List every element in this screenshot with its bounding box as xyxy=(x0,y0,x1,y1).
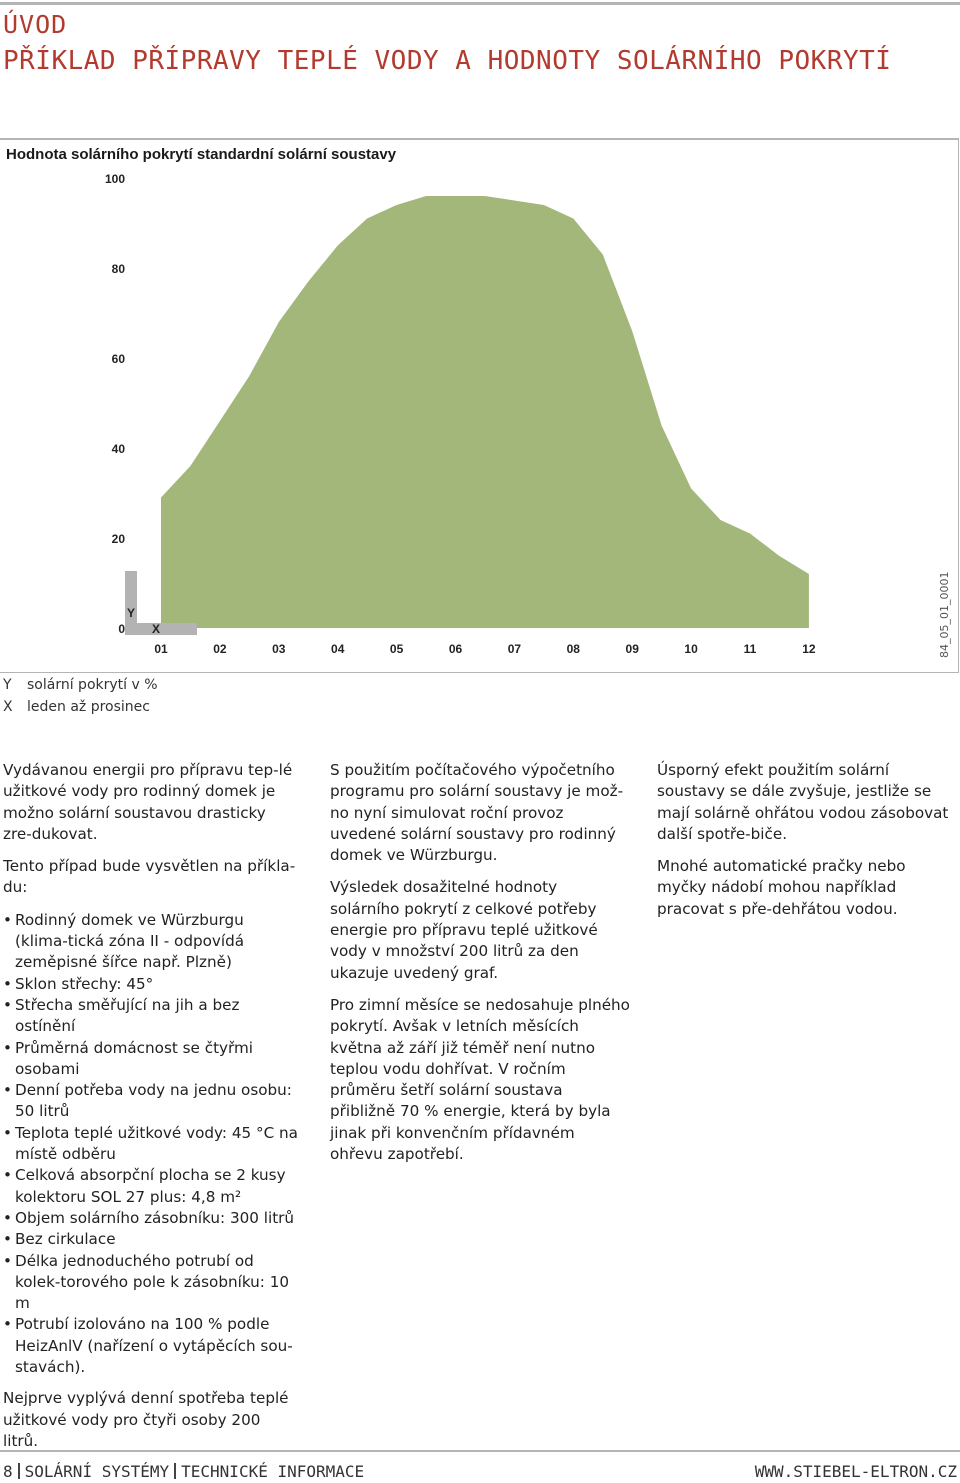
y-tick-label: 80 xyxy=(111,262,125,276)
axis-badge-x-label: X xyxy=(152,622,161,636)
col3-paragraph-1: Úsporný efekt použitím solární soustavy se dále zvyšuje, jestliže se mají solárně ohřátou vodou zásobovat další spotře-biče. xyxy=(657,761,949,843)
list-item: • Sklon střechy: 45° xyxy=(3,974,298,995)
col3-paragraph-2: Mnohé automatické pračky nebo myčky nádobí mohou například pracovat s pře-dehřátou vodou. xyxy=(657,857,906,918)
section-kicker: ÚVOD xyxy=(3,10,68,39)
x-tick-label: 11 xyxy=(743,642,757,656)
list-item: • Teplota teplé užitkové vody: 45 °C na místě odběru xyxy=(3,1123,298,1166)
y-axis-ticks xyxy=(105,172,125,636)
col1-paragraph-1: Vydávanou energii pro přípravu tep-lé užitkové vody pro rodinný domek je možno solární soustavou drasticky zre-dukovat. xyxy=(3,761,293,843)
footer-section-2: TECHNICKÉ INFORMACE xyxy=(181,1462,365,1481)
footer-separator xyxy=(18,1463,20,1479)
col2-paragraph-1: S použitím počítačového výpočetního programu pro solární soustavy je mož-no nyní simulovat roční provoz uvedené solární soustavy pro rodinný domek ve Würzburgu. xyxy=(330,761,624,865)
y-tick-label: 0 xyxy=(118,622,125,636)
x-tick-label: 03 xyxy=(272,642,286,656)
figure-title: Hodnota solárního pokrytí standardní solární soustavy xyxy=(6,146,397,163)
x-tick-label: 09 xyxy=(625,642,639,656)
coverage-area xyxy=(161,196,809,628)
x-tick-label: 04 xyxy=(331,642,345,656)
x-tick-label: 10 xyxy=(684,642,698,656)
footer-separator xyxy=(174,1463,176,1479)
top-rule xyxy=(0,2,960,5)
col1-paragraph-3: Nejprve vyplývá denní spotřeba teplé užitkové vody pro čtyři osoby 200 litrů. xyxy=(3,1389,289,1450)
solar-coverage-chart xyxy=(0,165,880,665)
legend-y-key: Y xyxy=(3,677,12,693)
y-tick-label: 60 xyxy=(111,352,125,366)
col1-paragraph-2: Tento případ bude vysvětlen na příkla-du: xyxy=(3,857,296,897)
footer-url[interactable]: WWW.STIEBEL-ELTRON.CZ xyxy=(754,1462,957,1481)
legend-x-key: X xyxy=(3,699,13,715)
x-tick-label: 12 xyxy=(802,642,816,656)
column-1 xyxy=(3,760,298,1463)
y-tick-label: 20 xyxy=(111,532,125,546)
x-tick-label: 01 xyxy=(154,642,168,656)
footer-rule xyxy=(0,1450,960,1452)
list-item: • Délka jednoduchého potrubí od kolek-torového pole k zásobníku: 10 m xyxy=(3,1251,298,1315)
column-2 xyxy=(330,760,630,1176)
list-item: • Denní potřeba vody na jednu osobu: 50 litrů xyxy=(3,1080,298,1123)
x-axis-ticks xyxy=(154,642,816,656)
list-item: • Bez cirkulace xyxy=(3,1229,298,1250)
x-tick-label: 05 xyxy=(389,642,404,656)
legend-y xyxy=(3,677,158,693)
figure-id: 84_05_01_0001 xyxy=(938,571,951,658)
list-item: • Objem solárního zásobníku: 300 litrů xyxy=(3,1208,298,1229)
footer-left xyxy=(3,1462,364,1481)
x-tick-label: 06 xyxy=(448,642,463,656)
list-item: • Průměrná domácnost se čtyřmi osobami xyxy=(3,1038,298,1081)
legend-x-text: leden až prosinec xyxy=(27,699,150,715)
col2-paragraph-2: Výsledek dosažitelné hodnoty solárního pokrytí z celkové potřeby energie pro přípravu teplé užitkové vody v množství 200 litrů za den ukazuje uvedený graf. xyxy=(330,878,598,982)
column-3 xyxy=(657,760,955,931)
assumptions-list xyxy=(3,910,298,1379)
axis-badge-y-label: Y xyxy=(127,606,136,620)
list-item: • Potrubí izolováno na 100 % podle HeizAnlV (nařízení o vytápěcích sou-stavách). xyxy=(3,1314,298,1378)
y-tick-label: 100 xyxy=(104,172,125,186)
list-item: • Střecha směřující na jih a bez ostínění xyxy=(3,995,298,1038)
legend-x xyxy=(3,699,150,715)
page-number: 8 xyxy=(3,1462,13,1481)
legend-y-text: solární pokrytí v % xyxy=(27,677,158,693)
y-tick-label: 40 xyxy=(111,442,125,456)
axis-badge-x-bar xyxy=(125,623,197,635)
list-item: • Celková absorpční plocha se 2 kusy kolektoru SOL 27 plus: 4,8 m² xyxy=(3,1165,298,1208)
x-tick-label: 07 xyxy=(507,642,522,656)
col2-paragraph-3: Pro zimní měsíce se nedosahuje plného pokrytí. Avšak v letních měsících května až září již téměř není nutno teplou vodu dohřívat. V ročním průměru šetří solární soustava přibližně 70 % energie, která by byla jinak při konvenčním přídavném ohřevu zapotřebí. xyxy=(330,995,630,1164)
page-title: PŘÍKLAD PŘÍPRAVY TEPLÉ VODY A HODNOTY SOLÁRNÍHO POKRYTÍ xyxy=(3,46,892,76)
x-tick-label: 08 xyxy=(566,642,580,656)
list-item: • Rodinný domek ve Würzburgu (klima-tická zóna II - odpovídá zeměpisné šířce např. Plzně) xyxy=(3,910,298,974)
footer-section-1: SOLÁRNÍ SYSTÉMY xyxy=(24,1462,170,1481)
x-tick-label: 02 xyxy=(213,642,227,656)
